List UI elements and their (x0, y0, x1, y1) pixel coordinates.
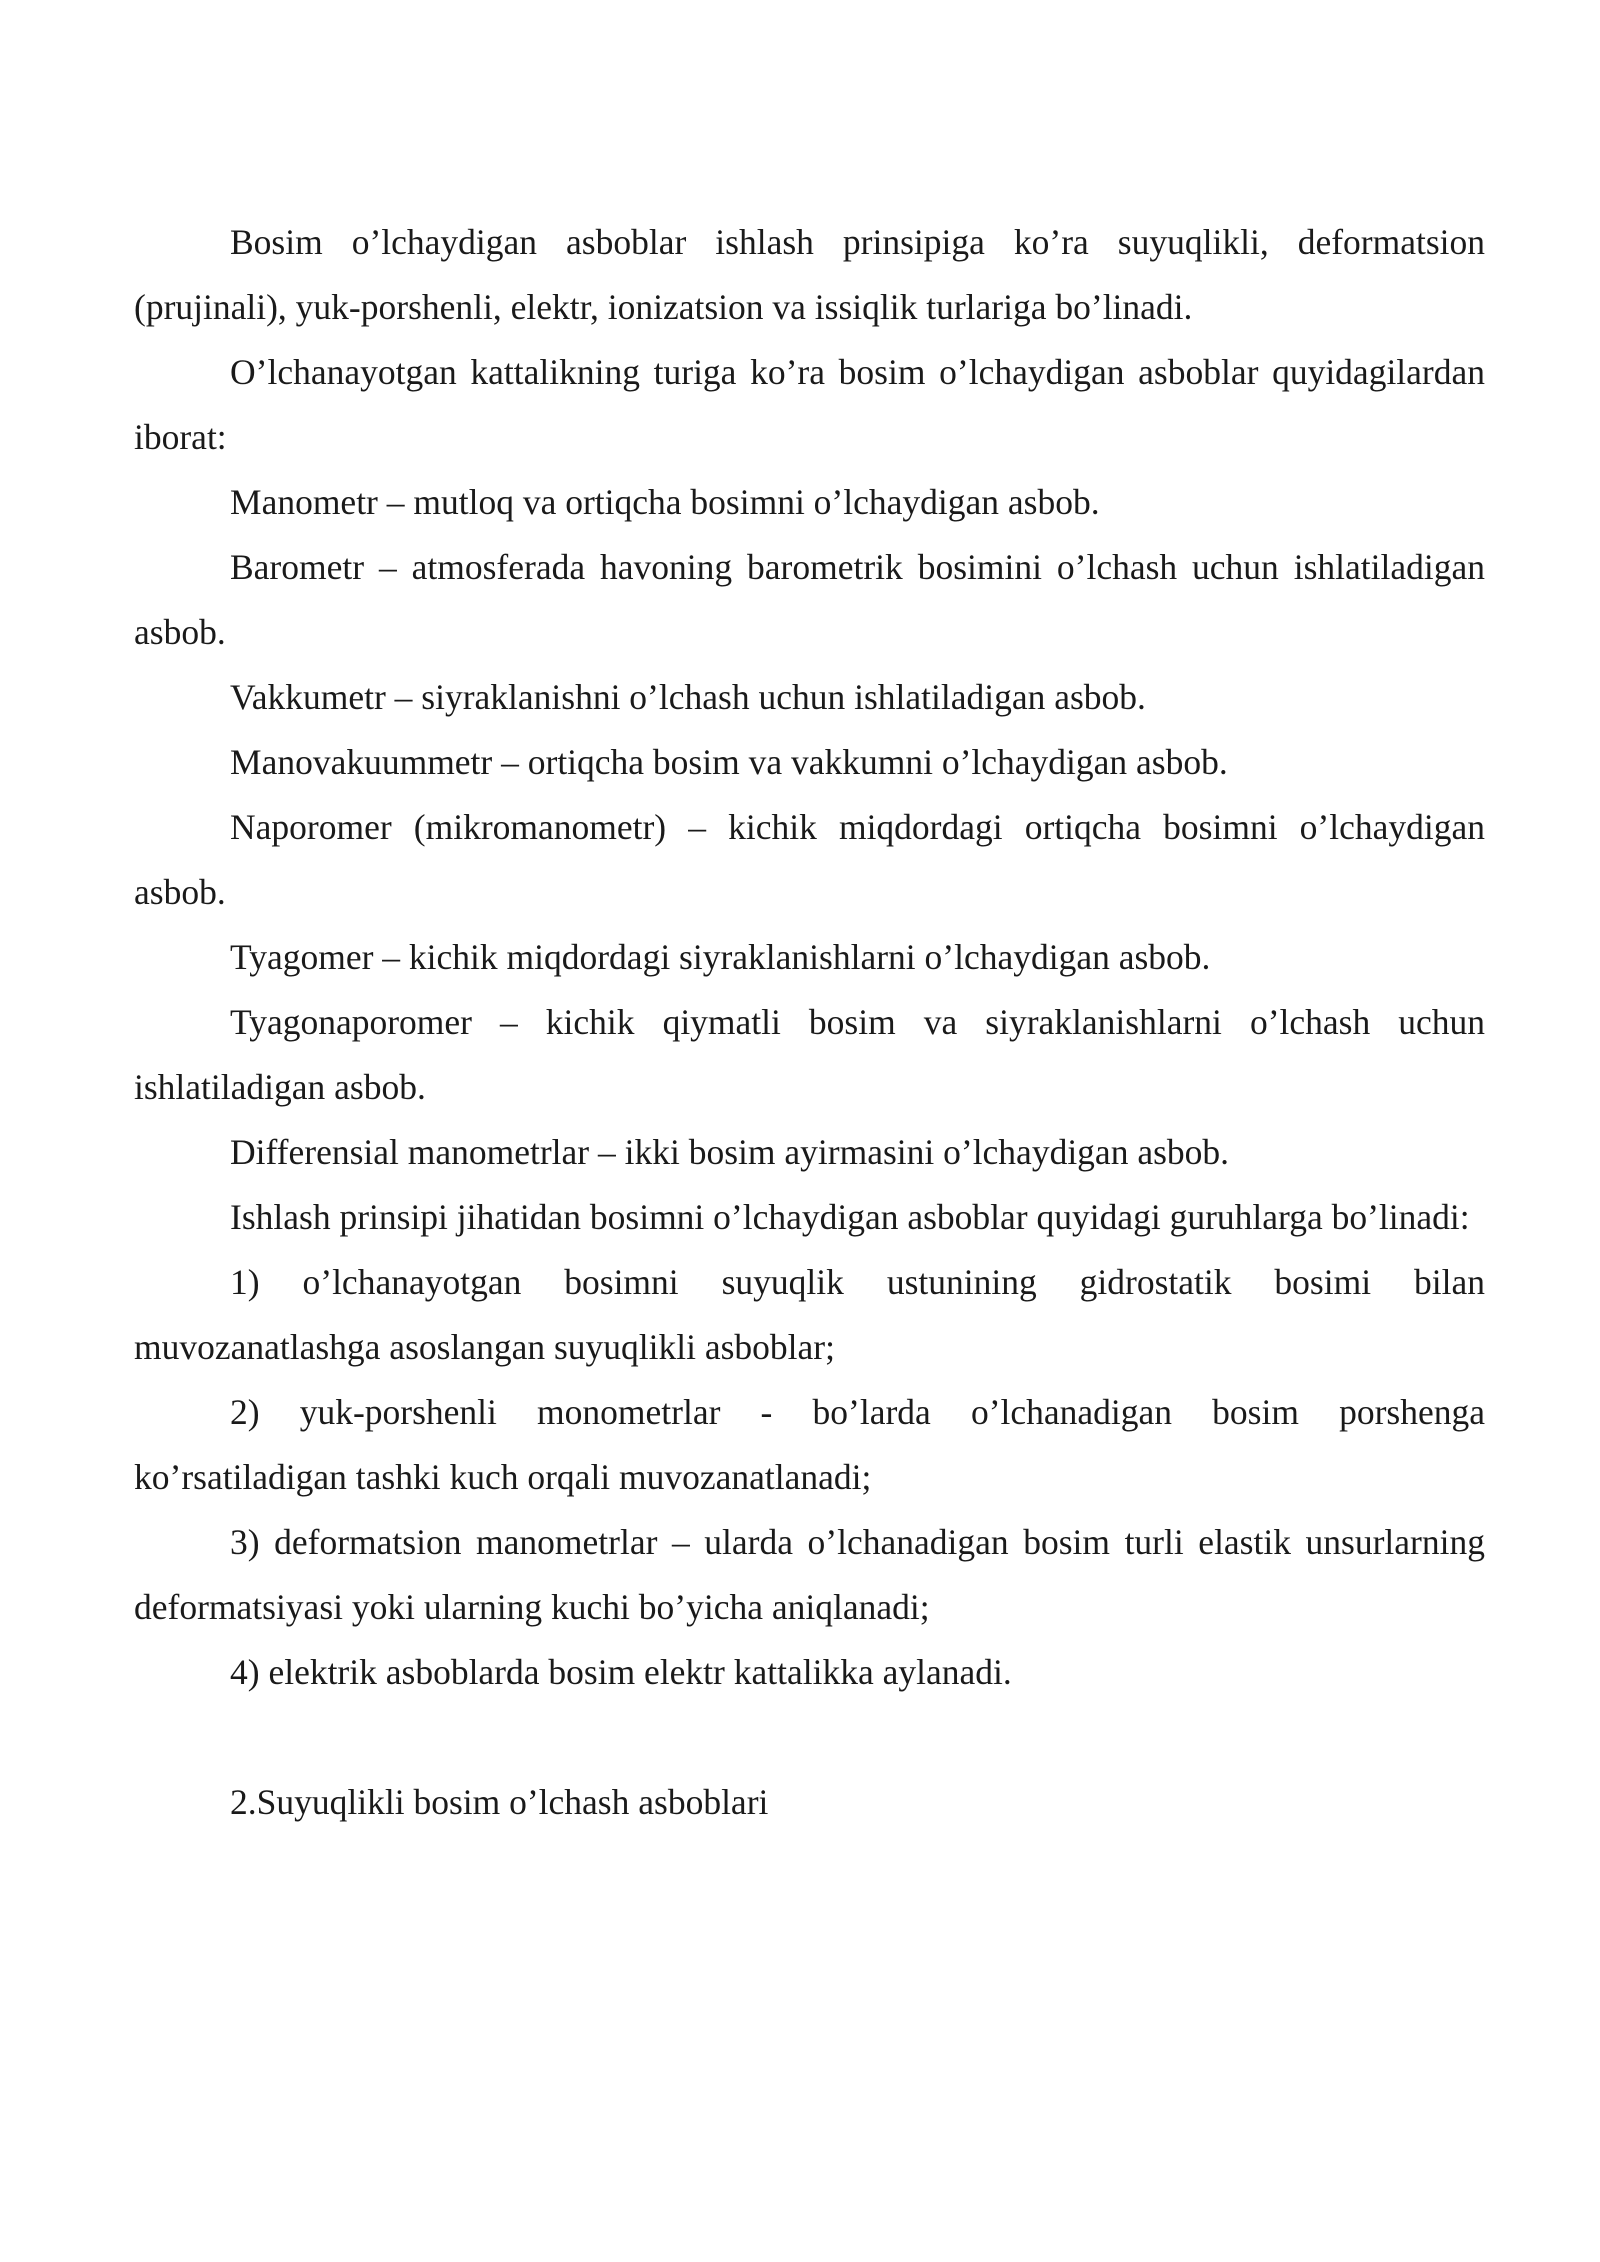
section-heading: 2.Suyuqlikli bosim o’lchash asboblari (230, 1782, 769, 1822)
paragraph-tyagonaporomer: Tyagonaporomer – kichik qiymatli bosim va siyraklanishlarni o’lchash uchun ishlatiladigan asbob. (134, 1002, 1485, 1107)
paragraph-manometr: Manometr – mutloq va ortiqcha bosimni o’lchaydigan asbob. (230, 482, 1100, 522)
paragraph-working-principle-intro: Ishlash prinsipi jihatidan bosimni o’lchaydigan asboblar quyidagi guruhlarga bo’linadi: (230, 1197, 1470, 1237)
list-item-1: 1) o’lchanayotgan bosimni suyuqlik ustunining gidrostatik bosimi bilan muvozanatlashga asoslangan suyuqlikli asboblar; (134, 1262, 1485, 1367)
paragraph-measured-quantity-intro: O’lchanayotgan kattalikning turiga ko’ra bosim o’lchaydigan asboblar quyidagilardan iborat: (134, 352, 1485, 457)
paragraph-manovakuummetr: Manovakuummetr – ortiqcha bosim va vakkumni o’lchaydigan asbob. (230, 742, 1228, 782)
list-item-2: 2) yuk-porshenli monometrlar - bo’larda o’lchanadigan bosim porshenga ko’rsatiladigan tashki kuch orqali muvozanatlanadi; (134, 1392, 1485, 1497)
paragraph-differensial-manometr: Differensial manometrlar – ikki bosim ayirmasini o’lchaydigan asbob. (230, 1132, 1230, 1172)
paragraph-instrument-classification: Bosim o’lchaydigan asboblar ishlash prinsipiga ko’ra suyuqlikli, deformatsion (prujinali), yuk-porshenli, elektr, ionizatsion va issiqlik turlariga bo’linadi. (134, 222, 1485, 327)
document-body (134, 210, 1485, 1835)
paragraph-tyagomer: Tyagomer – kichik miqdordagi siyraklanishlarni o’lchaydigan asbob. (230, 937, 1211, 977)
list-item-4: 4) elektrik asboblarda bosim elektr kattalikka aylanadi. (230, 1652, 1012, 1692)
list-item-3: 3) deformatsion manometrlar – ularda o’lchanadigan bosim turli elastik unsurlarning deformatsiyasi yoki ularning kuchi bo’yicha aniqlanadi; (134, 1522, 1485, 1627)
paragraph-barometr: Barometr – atmosferada havoning barometrik bosimini o’lchash uchun ishlatiladigan asbob. (134, 547, 1485, 652)
paragraph-naporomer: Naporomer (mikromanometr) – kichik miqdordagi ortiqcha bosimni o’lchaydigan asbob. (134, 807, 1485, 912)
blank-line (134, 1705, 1485, 1770)
paragraph-vakkumetr: Vakkumetr – siyraklanishni o’lchash uchun ishlatiladigan asbob. (230, 677, 1146, 717)
